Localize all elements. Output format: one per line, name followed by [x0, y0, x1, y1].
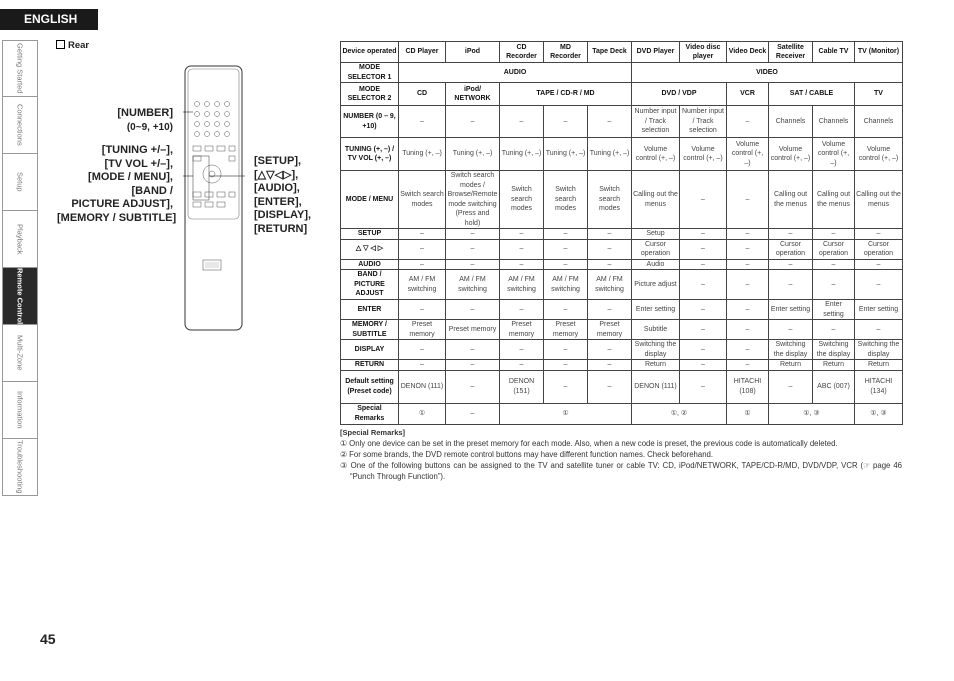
table-row	[341, 239, 903, 259]
remark-item: ① Only one device can be set in the preset memory for each mode. Also, when a new code is preset, the previous code is automatically deleted.	[340, 439, 838, 448]
table-cell: –	[769, 229, 813, 240]
sidenav-tab-playback[interactable]	[2, 211, 38, 268]
column-header: DVD Player	[632, 42, 680, 63]
table-cell: Cursor operation	[632, 239, 680, 259]
table-cell: Switch search modes	[588, 171, 632, 229]
table-cell: –	[399, 106, 446, 138]
table-cell: –	[588, 360, 632, 371]
language-label: ENGLISH	[0, 9, 98, 30]
table-cell: Number input / Track selection	[632, 106, 680, 138]
row-header: Default setting (Preset code)	[341, 370, 399, 403]
row-header: ENTER	[341, 300, 399, 320]
column-header: Video disc player	[680, 42, 727, 63]
sidenav-tab-multi-zone[interactable]	[2, 325, 38, 382]
table-cell: Preset memory	[500, 320, 544, 340]
sidenav-tab-label: Remote Control	[15, 268, 25, 325]
table-cell: –	[727, 239, 769, 259]
sidenav-tab-label: Information	[15, 391, 25, 429]
row-header: SETUP	[341, 229, 399, 240]
table-row	[341, 63, 903, 83]
table-cell: –	[588, 259, 632, 270]
table-cell: HITACHI (134)	[855, 370, 903, 403]
table-cell: –	[544, 106, 588, 138]
table-cell: –	[446, 239, 500, 259]
column-header: CD Player	[399, 42, 446, 63]
table-cell: –	[588, 106, 632, 138]
table-cell: Cursor operation	[769, 239, 813, 259]
sidenav-tab-information[interactable]	[2, 382, 38, 439]
table-cell: Switching the display	[813, 340, 855, 360]
callout-right-group	[254, 155, 311, 236]
table-cell: Calling out the menus	[632, 171, 680, 229]
table-cell: –	[446, 360, 500, 371]
table-row	[341, 259, 903, 270]
table-cell: –	[544, 340, 588, 360]
table-cell: –	[544, 229, 588, 240]
table-cell: –	[446, 403, 500, 424]
table-cell: Enter setting	[813, 300, 855, 320]
table-cell: Channels	[813, 106, 855, 138]
table-cell: Enter setting	[769, 300, 813, 320]
table-cell: –	[399, 300, 446, 320]
table-cell: –	[727, 300, 769, 320]
table-cell: ①, ②	[632, 403, 727, 424]
table-cell: –	[446, 370, 500, 403]
table-cell: –	[588, 229, 632, 240]
table-cell: Switching the display	[632, 340, 680, 360]
table-cell: –	[588, 239, 632, 259]
row-header: TUNING (+, –) / TV VOL (+, –)	[341, 138, 399, 171]
table-cell: Preset memory	[544, 320, 588, 340]
table-cell: Setup	[632, 229, 680, 240]
table-row	[341, 360, 903, 371]
column-header: Video Deck	[727, 42, 769, 63]
callout-line: [BAND /	[131, 184, 173, 197]
table-cell: Subtitle	[632, 320, 680, 340]
row-header: AUDIO	[341, 259, 399, 270]
table-cell: –	[446, 300, 500, 320]
row-header: MODE SELECTOR 2	[341, 83, 399, 106]
side-navigation	[2, 40, 38, 496]
table-cell: AM / FM switching	[500, 270, 544, 300]
callout-line: [TV VOL +/–],	[104, 157, 173, 170]
table-cell: Switch search modes	[399, 171, 446, 229]
special-remarks	[340, 427, 902, 482]
sidenav-tab-connections[interactable]	[2, 97, 38, 154]
table-cell: Switching the display	[855, 340, 903, 360]
table-cell: –	[544, 239, 588, 259]
table-cell: Switch search modes / Browse/Remote mode switching (Press and hold)	[446, 171, 500, 229]
table-cell: –	[680, 360, 727, 371]
sidenav-tab-setup[interactable]	[2, 154, 38, 211]
row-header: NUMBER (0 – 9, +10)	[341, 106, 399, 138]
table-cell: Audio	[632, 259, 680, 270]
table-cell: ①	[399, 403, 446, 424]
table-cell: Cursor operation	[855, 239, 903, 259]
table-cell: –	[680, 320, 727, 340]
table-cell: –	[446, 229, 500, 240]
table-cell: Tuning (+, –)	[399, 138, 446, 171]
callout-line: [AUDIO],	[254, 182, 300, 194]
remark-item: ③ One of the following buttons can be assigned to the TV and satellite tuner or cable TV: CD, iPod/NETWORK, TAPE/CD-R/MD, DVD/VDP, VCR (☞ page 46 “Punch Through Function”).	[340, 461, 902, 481]
callout-line: [MEMORY / SUBTITLE]	[57, 211, 177, 224]
table-cell: ①	[500, 403, 632, 424]
table-cell: –	[588, 340, 632, 360]
table-cell: Preset memory	[588, 320, 632, 340]
group-header-video: VIDEO	[632, 63, 903, 83]
table-cell: Calling out the menus	[855, 171, 903, 229]
table-cell: Calling out the menus	[769, 171, 813, 229]
table-cell: ABC (007)	[813, 370, 855, 403]
table-cell: CD	[399, 83, 446, 106]
table-cell: –	[544, 300, 588, 320]
table-cell: TV	[855, 83, 903, 106]
sidenav-tab-label: Troubleshooting	[15, 440, 25, 494]
table-cell: ①	[727, 403, 769, 424]
table-cell: –	[446, 259, 500, 270]
table-cell: –	[727, 106, 769, 138]
sidenav-tab-label: Multi-Zone	[15, 335, 25, 371]
table-cell: –	[399, 340, 446, 360]
table-cell: Volume control (+, –)	[769, 138, 813, 171]
table-cell: Number input / Track selection	[680, 106, 727, 138]
row-header: MEMORY / SUBTITLE	[341, 320, 399, 340]
table-cell: iPod/ NETWORK	[446, 83, 500, 106]
table-cell: AM / FM switching	[588, 270, 632, 300]
column-header: Satellite Receiver	[769, 42, 813, 63]
table-cell: –	[680, 370, 727, 403]
remote-control-rear-illustration	[183, 64, 245, 334]
sidenav-tab-troubleshooting[interactable]	[2, 439, 38, 496]
row-header: BAND / PICTURE ADJUST	[341, 270, 399, 300]
table-cell: –	[544, 370, 588, 403]
special-remarks-title: [Special Remarks]	[340, 428, 406, 437]
sidenav-tab-remote-control[interactable]	[2, 268, 38, 325]
table-cell: –	[500, 300, 544, 320]
table-cell: –	[500, 106, 544, 138]
sidenav-tab-label: Setup	[15, 172, 25, 192]
table-cell: Cursor operation	[813, 239, 855, 259]
table-cell: Switch search modes	[500, 171, 544, 229]
table-cell: Tuning (+, –)	[544, 138, 588, 171]
table-cell: –	[813, 270, 855, 300]
table-cell: VCR	[727, 83, 769, 106]
sidenav-tab-label: Playback	[15, 223, 25, 255]
table-row	[341, 83, 903, 106]
table-cell: Enter setting	[632, 300, 680, 320]
table-cell: –	[500, 259, 544, 270]
table-cell: Volume control (+, –)	[727, 138, 769, 171]
table-cell: AM / FM switching	[446, 270, 500, 300]
table-cell: –	[544, 360, 588, 371]
table-cell: –	[399, 229, 446, 240]
table-cell: Enter setting	[855, 300, 903, 320]
table-row	[341, 106, 903, 138]
table-row	[341, 270, 903, 300]
callout-line: [△▽◁▷],	[254, 168, 299, 181]
table-cell: SAT / CABLE	[769, 83, 855, 106]
table-cell: –	[588, 300, 632, 320]
section-title	[56, 40, 89, 51]
column-header: TV (Monitor)	[855, 42, 903, 63]
table-cell: –	[813, 229, 855, 240]
table-cell: –	[727, 320, 769, 340]
table-cell: –	[680, 270, 727, 300]
callout-left-group	[57, 144, 177, 225]
table-cell: –	[680, 239, 727, 259]
table-cell: –	[399, 239, 446, 259]
table-cell: –	[727, 340, 769, 360]
table-cell: –	[855, 229, 903, 240]
callout-line: [DISPLAY],	[254, 209, 312, 221]
table-cell: –	[727, 171, 769, 229]
table-row	[341, 42, 903, 63]
table-cell: DVD / VDP	[632, 83, 727, 106]
checkbox-square-icon	[56, 40, 65, 49]
table-cell: –	[500, 340, 544, 360]
table-cell: Switching the display	[769, 340, 813, 360]
callout-line: PICTURE ADJUST],	[71, 198, 173, 210]
table-cell: –	[680, 229, 727, 240]
table-cell: –	[727, 270, 769, 300]
table-cell: –	[769, 270, 813, 300]
table-cell: DENON (111)	[399, 370, 446, 403]
row-header: △ ▽ ◁ ▷	[341, 239, 399, 259]
table-cell: –	[727, 360, 769, 371]
table-cell: –	[399, 360, 446, 371]
table-row	[341, 171, 903, 229]
table-cell: –	[544, 259, 588, 270]
table-cell: –	[446, 106, 500, 138]
table-cell: –	[855, 259, 903, 270]
table-row	[341, 229, 903, 240]
sidenav-tab-label: Getting Started	[15, 43, 25, 94]
table-cell: –	[769, 259, 813, 270]
sidenav-tab-label: Connections	[15, 104, 25, 146]
table-cell: Volume control (+, –)	[855, 138, 903, 171]
table-cell: –	[680, 259, 727, 270]
table-cell: Volume control (+, –)	[632, 138, 680, 171]
callout-number-sub: (0~9, +10)	[126, 121, 173, 133]
table-row	[341, 320, 903, 340]
table-cell: –	[680, 171, 727, 229]
table-cell: Picture adjust	[632, 270, 680, 300]
page-number: 45	[40, 631, 56, 647]
group-header-audio: AUDIO	[399, 63, 632, 83]
table-cell: DENON (151)	[500, 370, 544, 403]
table-cell: Volume control (+, –)	[813, 138, 855, 171]
table-cell: ①, ③	[855, 403, 903, 424]
table-cell: –	[399, 259, 446, 270]
table-cell: Return	[769, 360, 813, 371]
table-cell: –	[855, 270, 903, 300]
table-cell: Return	[855, 360, 903, 371]
table-cell: HITACHI (108)	[727, 370, 769, 403]
row-header: MODE SELECTOR 1	[341, 63, 399, 83]
table-cell: –	[855, 320, 903, 340]
table-row	[341, 370, 903, 403]
callout-line: [RETURN]	[254, 222, 308, 235]
table-cell: –	[680, 340, 727, 360]
callout-line: [ENTER],	[254, 195, 302, 208]
table-cell: Tuning (+, –)	[446, 138, 500, 171]
table-cell: AM / FM switching	[399, 270, 446, 300]
row-header: DISPLAY	[341, 340, 399, 360]
table-cell: Tuning (+, –)	[588, 138, 632, 171]
column-header: Cable TV	[813, 42, 855, 63]
table-row	[341, 138, 903, 171]
table-cell: –	[769, 370, 813, 403]
column-header: CD Recorder	[500, 42, 544, 63]
remark-item: ② For some brands, the DVD remote control buttons may have different function names. Check beforehand.	[340, 450, 714, 459]
table-row	[341, 403, 903, 424]
table-cell: –	[500, 360, 544, 371]
table-cell: Channels	[769, 106, 813, 138]
row-header: RETURN	[341, 360, 399, 371]
table-cell: Preset memory	[446, 320, 500, 340]
callout-number-label: [NUMBER]	[117, 107, 173, 119]
table-cell: –	[500, 239, 544, 259]
table-cell: –	[680, 300, 727, 320]
table-cell: Switch search modes	[544, 171, 588, 229]
callout-line: [TUNING +/–],	[101, 144, 173, 156]
table-cell: AM / FM switching	[544, 270, 588, 300]
column-header: iPod	[446, 42, 500, 63]
table-cell: Return	[813, 360, 855, 371]
table-cell: –	[727, 229, 769, 240]
table-cell: –	[813, 259, 855, 270]
table-cell: Volume control (+, –)	[680, 138, 727, 171]
table-row	[341, 340, 903, 360]
table-cell: DENON (111)	[632, 370, 680, 403]
table-cell: Return	[632, 360, 680, 371]
table-cell: Calling out the menus	[813, 171, 855, 229]
table-cell: Tuning (+, –)	[500, 138, 544, 171]
row-header: Special Remarks	[341, 403, 399, 424]
table-cell: –	[769, 320, 813, 340]
table-cell: –	[500, 229, 544, 240]
column-header: Tape Deck	[588, 42, 632, 63]
column-header: MD Recorder	[544, 42, 588, 63]
section-title-text: Rear	[68, 40, 90, 51]
callout-number	[57, 107, 173, 134]
table-cell: –	[813, 320, 855, 340]
device-function-table	[340, 41, 903, 425]
sidenav-tab-getting-started[interactable]	[2, 40, 38, 97]
callout-line: [SETUP],	[254, 155, 302, 167]
table-row	[341, 300, 903, 320]
column-header: Device operated	[341, 42, 399, 63]
table-cell: –	[588, 370, 632, 403]
callout-line: [MODE / MENU],	[88, 171, 173, 183]
table-cell: Preset memory	[399, 320, 446, 340]
table-cell: Channels	[855, 106, 903, 138]
row-header: MODE / MENU	[341, 171, 399, 229]
table-cell: –	[727, 259, 769, 270]
table-cell: –	[446, 340, 500, 360]
table-cell: ①, ③	[769, 403, 855, 424]
table-cell: TAPE / CD-R / MD	[500, 83, 632, 106]
